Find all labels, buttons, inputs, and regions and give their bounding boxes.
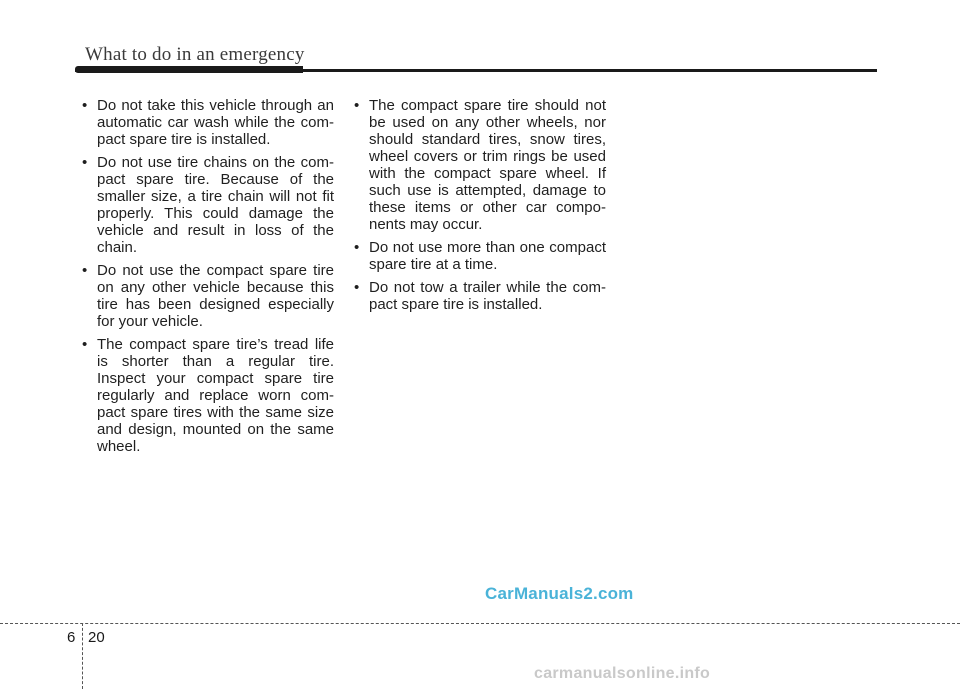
left-column-list [82,97,334,461]
list-item-text: Do not use more than one compact spare tire at a time. [369,239,606,273]
bullet-icon: • [82,262,88,279]
header-rule [75,69,877,72]
footer-vertical-divider [82,623,83,689]
list-item [82,336,334,455]
footer-divider [0,623,960,624]
list-item-text: Do not use the compact spare tire on any other vehicle because this tire has been designed especially for your vehicle. [97,262,334,330]
watermark-link[interactable]: CarManuals2.com [485,584,634,603]
list-item-text: Do not tow a trailer while the com-pact spare tire is installed. [369,279,606,313]
bullet-icon: • [354,97,360,114]
list-item [82,154,334,256]
list-item-text: The compact spare tire’s tread life is shorter than a regular tire. Inspect your compact spare tire regularly and replace worn com-pact spare tires with the same size and design, mounted on the same wheel. [97,336,334,455]
list-item [82,262,334,330]
list-item-text: Do not take this vehicle through an automatic car wash while the com-pact spare tire is installed. [97,97,334,148]
list-item [354,97,606,233]
bullet-icon: • [354,239,360,256]
page-number: 20 [88,629,105,646]
site-footer-link[interactable]: carmanualsonline.info [534,665,711,682]
list-item-text: The compact spare tire should not be used on any other wheels, nor should standard tires, snow tires, wheel covers or trim rings be used with the compact spare wheel. If such use is attempted, damage to these items or other car compo-nents may occur. [369,97,606,233]
list-item [82,97,334,148]
right-column-list [354,97,606,319]
bullet-icon: • [82,336,88,353]
page-header-title: What to do in an emergency [85,44,305,65]
bullet-icon: • [82,97,88,114]
chapter-number: 6 [67,629,76,646]
bullet-icon: • [354,279,360,296]
list-item [354,239,606,273]
list-item-text: Do not use tire chains on the com-pact spare tire. Because of the smaller size, a tire chain will not fit properly. This could damage the vehicle and result in loss of the chain. [97,154,334,256]
list-item [354,279,606,313]
bullet-icon: • [82,154,88,171]
